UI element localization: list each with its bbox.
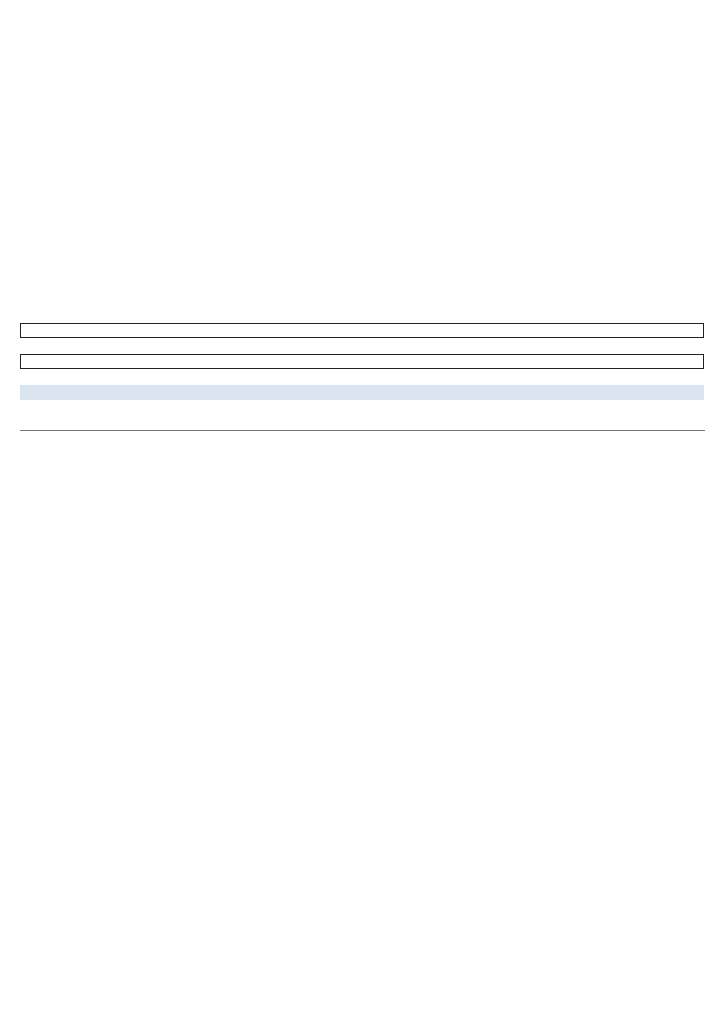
subdivision-schedule-table [20, 430, 705, 431]
session-bar [20, 354, 704, 369]
subdivision-title [20, 385, 704, 400]
palmares-bar [20, 323, 704, 338]
